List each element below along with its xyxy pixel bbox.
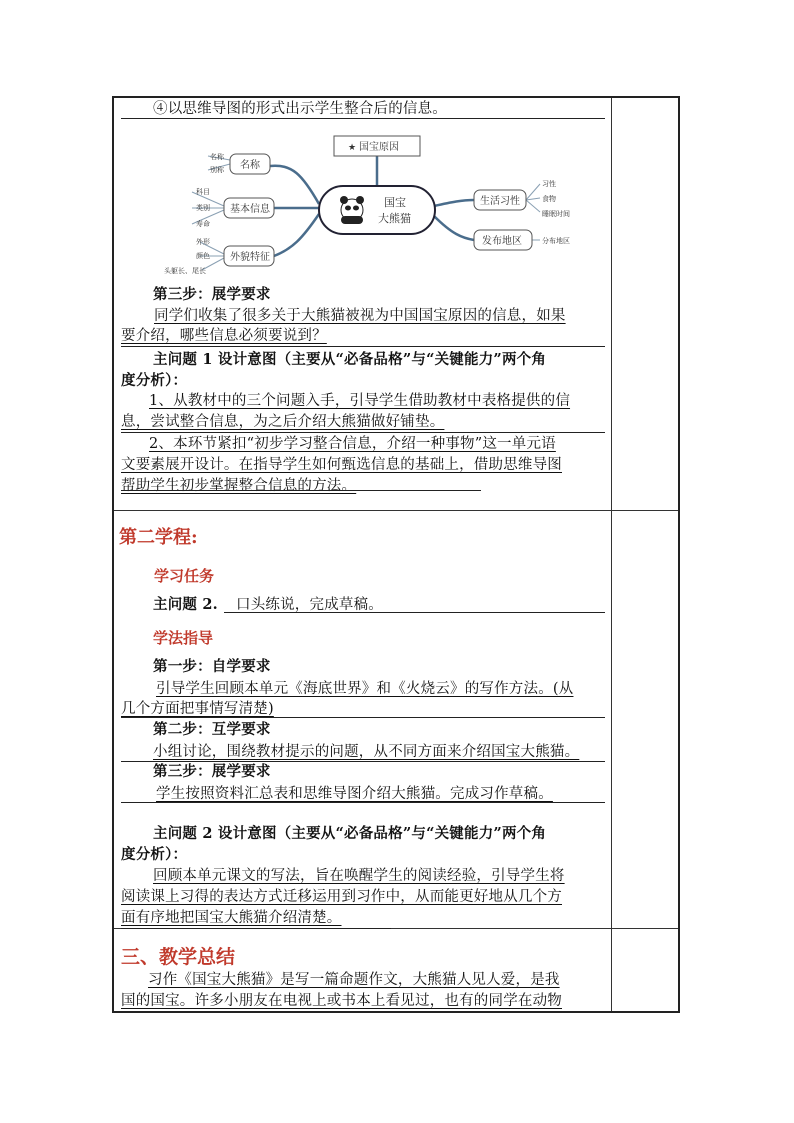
summary-line2: 国的国宝。许多小朋友在电视上或书本上看见过，也有的同学在动物	[121, 993, 562, 1009]
step4-text: ④以思维导图的形式出示学生整合后的信息。	[153, 101, 447, 117]
main-q2-text: 口头练说，完成草稿。	[236, 597, 383, 613]
mindmap-connector	[270, 166, 319, 204]
step3b-text: 学生按照资料汇总表和思维导图介绍大熊猫。完成习作草稿。	[156, 786, 553, 802]
panda-icon	[340, 196, 364, 224]
step1-title: 第一步：自学要求	[153, 658, 271, 675]
intent2-body2: 阅读课上习得的表达方式迁移运用到习作中，从而能更好地从几个方	[121, 889, 562, 905]
mindmap-node-label: 名称	[240, 160, 260, 171]
mindmap-top-label: 国宝原因	[359, 142, 399, 153]
method-title: 学法指导	[153, 629, 214, 647]
step1-line2: 几个方面把事情写清楚)	[121, 701, 274, 717]
mindmap-connector	[274, 214, 319, 256]
intent1-line1: 主问题 1 设计意图（主要从“必备品格”与“关键能力”两个角	[153, 351, 547, 368]
mindmap-leaf: 睡眠时间	[542, 210, 570, 218]
mindmap-leaf: 别称	[210, 166, 224, 174]
underline	[121, 490, 481, 491]
mind-map	[152, 134, 598, 280]
star-icon: ★	[348, 143, 357, 153]
mindmap-leaf: 习性	[542, 180, 556, 188]
mindmap-leaf: 名称	[210, 153, 224, 161]
underline	[121, 928, 391, 929]
step1-line1: 引导学生回顾本单元《海底世界》和《火烧云》的写作方法。(从	[156, 681, 574, 697]
underline	[121, 717, 605, 718]
column-divider	[611, 98, 612, 1011]
mindmap-node-label: 发布地区	[482, 236, 522, 247]
intent1-line2: 度分析）：	[121, 372, 188, 389]
mindmap-leaf: 科目	[196, 188, 210, 196]
mindmap-center-line1: 国宝	[384, 196, 406, 209]
step2-title: 第二步：互学要求	[153, 721, 271, 738]
step3-line2: 要介绍，哪些信息必须要说到？	[121, 328, 327, 344]
mindmap-connector	[434, 216, 474, 240]
intent2-body1: 回顾本单元课文的写法，旨在唤醒学生的阅读经验，引导学生将	[153, 868, 565, 884]
step3b-title: 第三步：展学要求	[153, 763, 271, 780]
mindmap-leaf: 颜色	[196, 252, 210, 260]
mindmap-leaf: 类别	[196, 204, 210, 212]
underline	[121, 802, 605, 803]
intent2-body3: 面有序地把国宝大熊猫介绍清楚。	[121, 910, 342, 926]
summary-line1: 习作《国宝大熊猫》是写一篇命题作文，大熊猫人见人爱，是我	[148, 972, 560, 988]
task-title: 学习任务	[154, 567, 215, 585]
section2-heading: 第二学程:	[119, 527, 198, 548]
mindmap-center-line2: 大熊猫	[378, 212, 411, 225]
step3-line1: 同学们收集了很多关于大熊猫被视为中国国宝原因的信息，如果	[154, 308, 566, 324]
mindmap-node-label: 基本信息	[230, 204, 270, 215]
mindmap-connector	[434, 200, 474, 206]
p1-line2: 息，尝试整合信息，为之后介绍大熊猫做好铺垫。	[121, 414, 445, 430]
p2-line3: 帮助学生初步掌握整合信息的方法。	[121, 478, 357, 494]
p1-line1: 1、从教材中的三个问题入手，引导学生借助教材中表格提供的信	[149, 393, 571, 409]
intent2-line1: 主问题 2 设计意图（主要从“必备品格”与“关键能力”两个角	[153, 825, 547, 842]
step2-text: 小组讨论，围绕教材提示的问题，从不同方面来介绍国宝大熊猫。	[153, 744, 580, 760]
mindmap-leaf: 头躯长、尾长	[164, 267, 206, 275]
p2-line1: 2、本环节紧扣“初步学习整合信息，介绍一种事物”这一单元语	[149, 436, 556, 452]
mindmap-leaf: 分布地区	[542, 237, 570, 245]
row-divider-1	[114, 510, 678, 511]
underline	[121, 432, 605, 433]
mindmap-node-label: 生活习性	[480, 196, 520, 207]
section3-heading: 三、教学总结	[121, 946, 236, 968]
step3-title: 第三步：展学要求	[153, 286, 271, 303]
mindmap-center-node	[319, 186, 435, 234]
intent2-line2: 度分析）：	[121, 846, 188, 863]
mindmap-leaf: 寿命	[196, 220, 210, 228]
p2-line2: 文要素展开设计。在指导学生如何甄选信息的基础上，借助思维导图	[121, 457, 562, 473]
mindmap-leaf: 食物	[542, 195, 556, 203]
main-q2-label: 主问题 2.	[153, 596, 218, 613]
mindmap-node-label: 外貌特征	[230, 252, 270, 263]
underline	[121, 118, 605, 119]
mindmap-leaf: 外形	[196, 238, 210, 246]
underline	[224, 612, 605, 613]
underline	[121, 346, 605, 347]
